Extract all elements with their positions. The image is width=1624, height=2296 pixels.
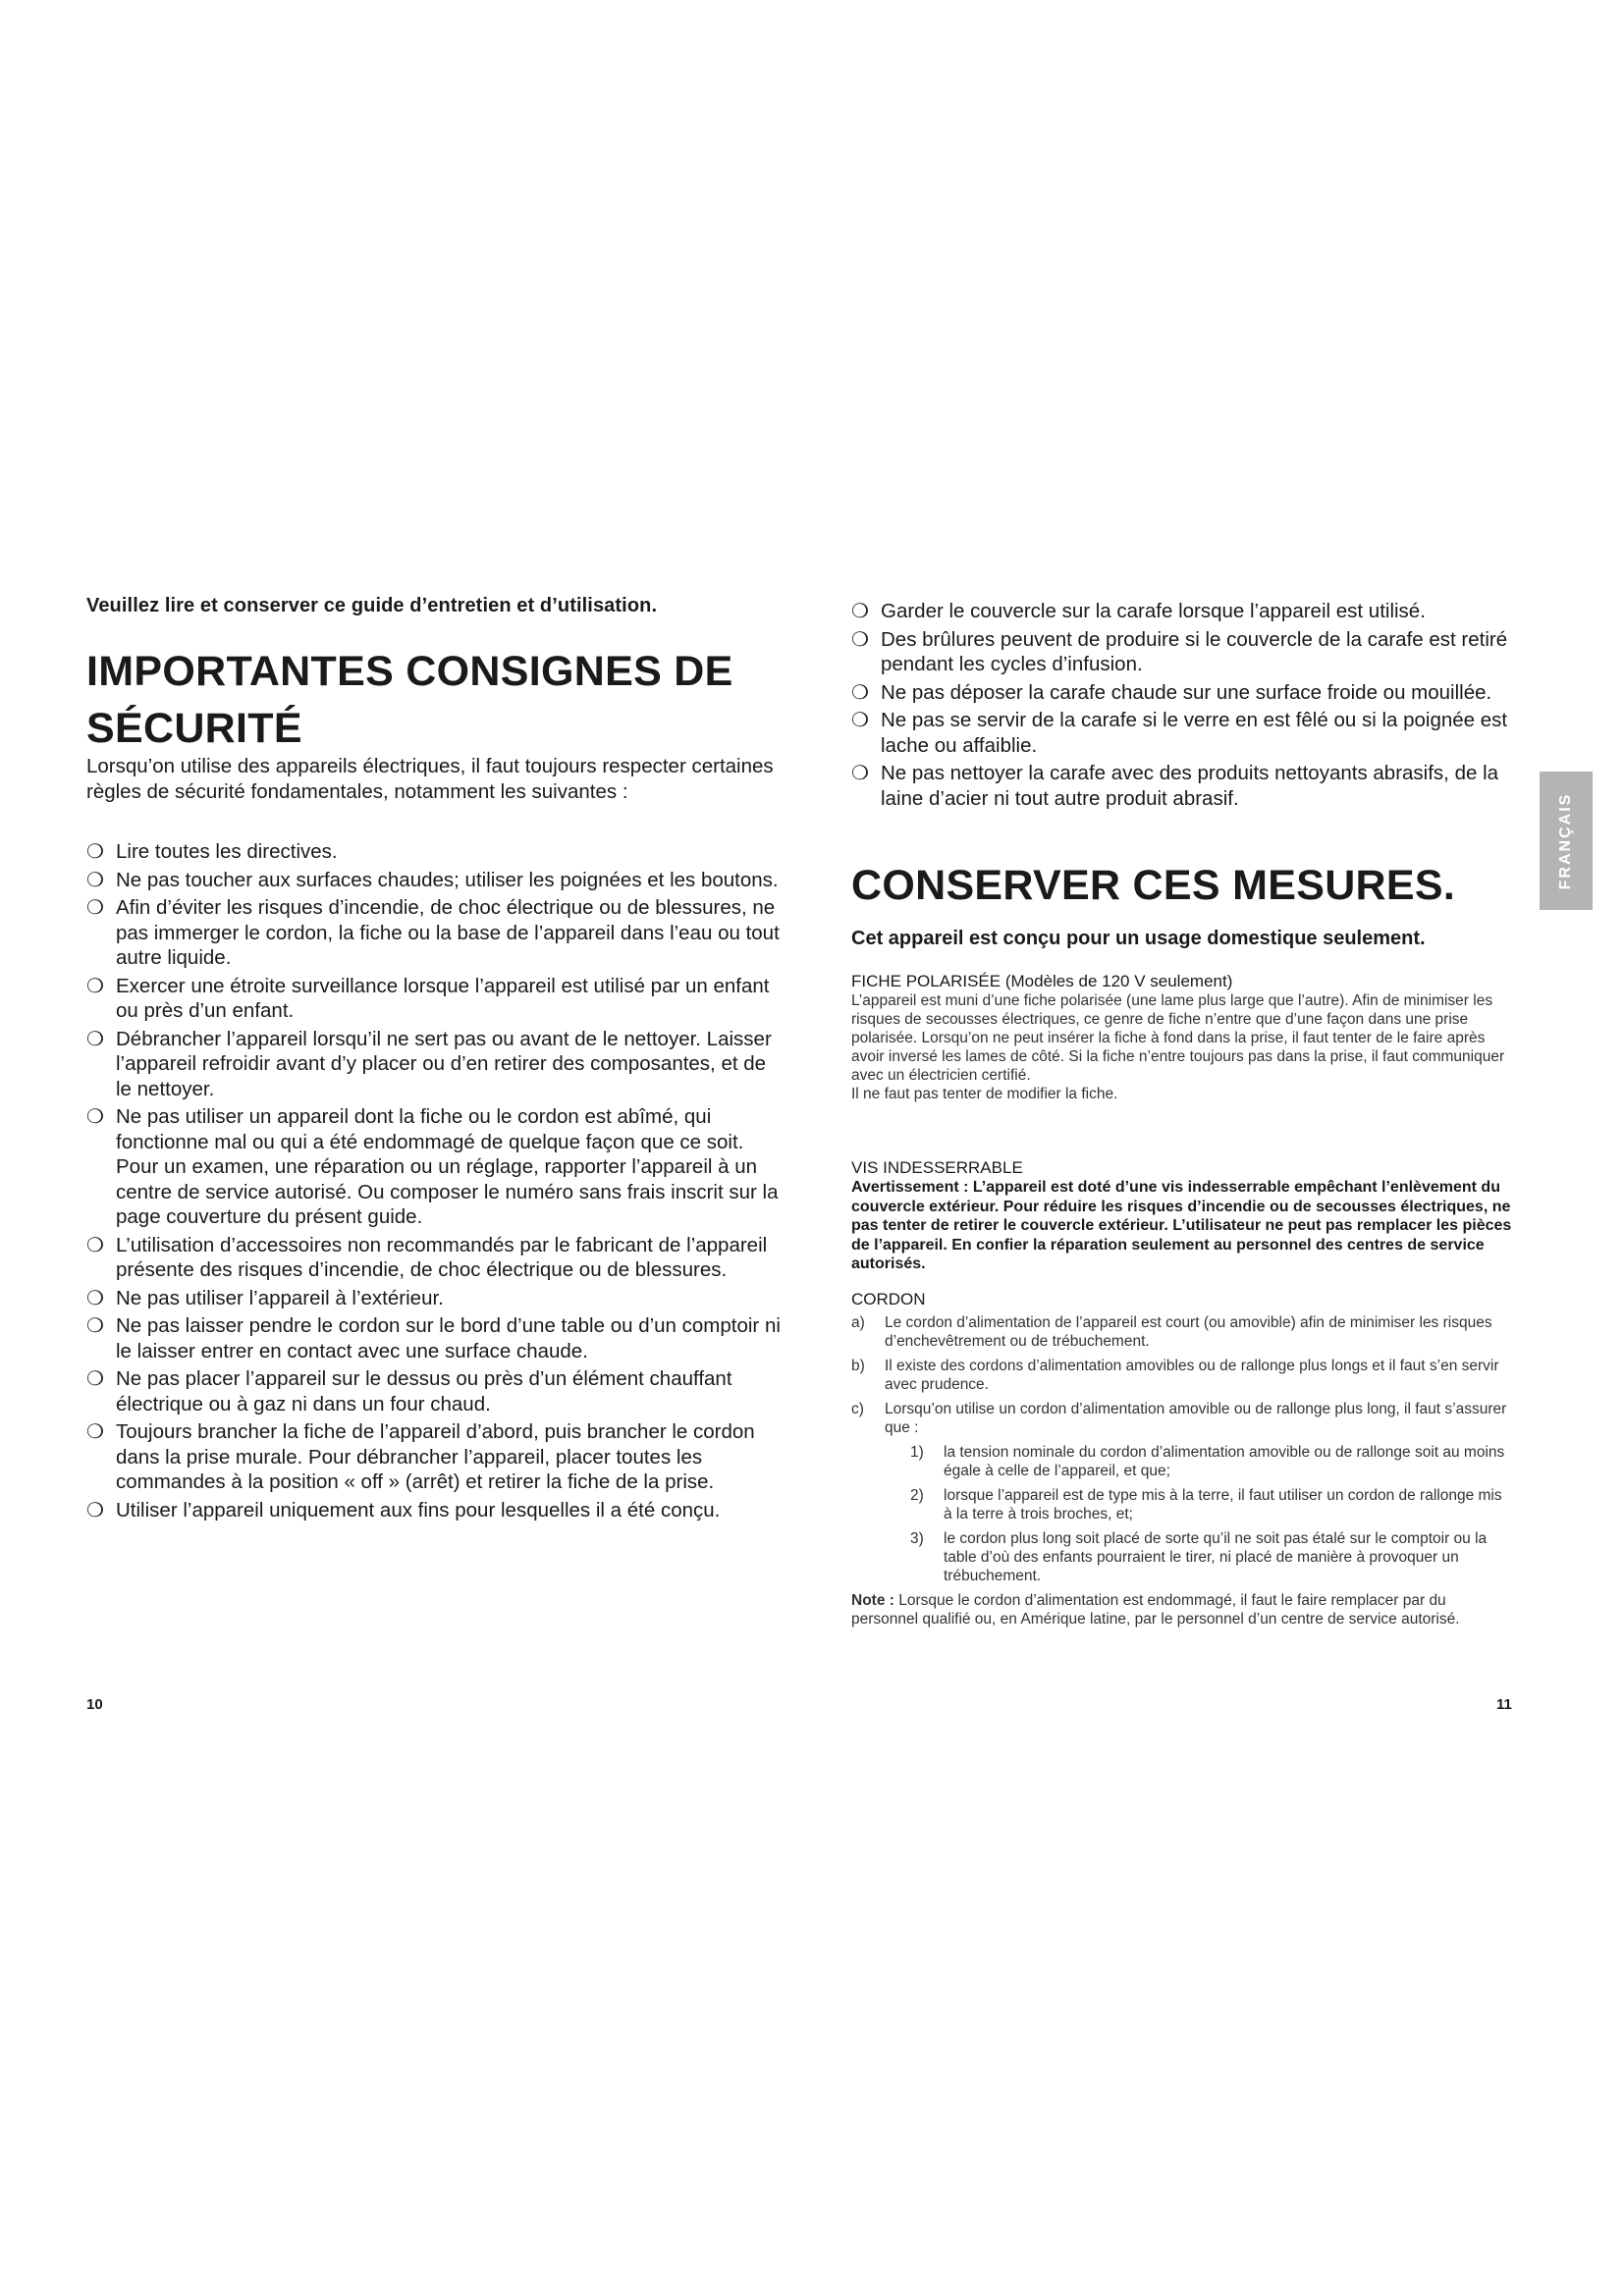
circle-bullet-icon: ❍	[851, 681, 869, 704]
list-item: ❍ Ne pas toucher aux surfaces chaudes; utiliser les poignées et les boutons.	[86, 868, 779, 891]
page-number-left: 10	[86, 1696, 103, 1713]
title-line-1: IMPORTANTES CONSIGNES DE	[86, 648, 733, 695]
household-use-note: Cet appareil est conçu pour un usage domestique seulement.	[851, 928, 1426, 949]
circle-bullet-icon: ❍	[86, 1421, 104, 1443]
list-item: ❍ L’utilisation d’accessoires non recommandés par le fabricant de l’appareil présente des risques d’incendie, de choc électrique ou de blessures.	[86, 1233, 768, 1281]
list-item: ❍ Débrancher l’appareil lorsqu’il ne sert pas ou avant de le nettoyer. Laisser l’appareil refroidir avant d’y placer ou d’en retirer des composantes, et de le nettoyer.	[86, 1027, 772, 1100]
circle-bullet-icon: ❍	[86, 975, 104, 997]
circle-bullet-icon: ❍	[86, 1315, 104, 1337]
note-label: Note :	[851, 1592, 894, 1609]
list-item: ❍ Ne pas utiliser l’appareil à l’extérieur.	[86, 1286, 444, 1309]
list-item: ❍ Lire toutes les directives.	[86, 840, 338, 863]
polarized-plug-section	[851, 972, 1514, 1103]
plug-paragraph: L’appareil est muni d’une fiche polarisée (une lame plus large que l’autre). Afin de minimiser les risques de secousses électriques, ce genre de fiche n’entre que d’une façon dans une prise polarisée. Lorsqu’on ne peut insérer la fiche à fond dans la prise, il faut tenter de le faire après avoir inversé les lames de côté. Si la fiche n’entre toujours pas dans la prise, il faut communiquer avec un électricien certifié.	[851, 992, 1505, 1084]
safety-list-right	[851, 599, 1514, 814]
list-item: ❍ Toujours brancher la fiche de l’appareil d’abord, puis brancher le cordon dans la prise murale. Pour débrancher l’appareil, placer toutes les commandes à la position « off » (arrêt) et retirer la fiche de la prise.	[86, 1420, 755, 1493]
plug-note: Il ne faut pas tenter de modifier la fiche.	[851, 1086, 1118, 1102]
list-item: ❍ Afin d’éviter les risques d’incendie, de choc électrique ou de blessures, ne pas immerger le cordon, la fiche ou la base de l’appareil dans l’eau ou tout autre liquide.	[86, 896, 780, 969]
circle-bullet-icon: ❍	[86, 1028, 104, 1050]
list-item: ❍ Ne pas nettoyer la carafe avec des produits nettoyants abrasifs, de la laine d’acier ni tout autre produit abrasif.	[851, 762, 1499, 810]
list-item: ❍ Ne pas placer l’appareil sur le dessus ou près d’un élément chauffant électrique ou à gaz ni dans un four chaud.	[86, 1367, 732, 1415]
circle-bullet-icon: ❍	[86, 1499, 104, 1522]
save-instructions-title: CONSERVER CES MESURES.	[851, 862, 1456, 909]
list-item: 2) lorsque l’appareil est de type mis à la terre, il faut utiliser un cordon de rallonge mis à la terre à trois broches, et;	[910, 1487, 1502, 1522]
intro-line: Veuillez lire et conserver ce guide d’entretien et d’utilisation.	[86, 595, 658, 616]
safety-list-left	[86, 839, 785, 1525]
list-item: ❍ Garder le couvercle sur la carafe lorsque l’appareil est utilisé.	[851, 600, 1426, 622]
cord-sublist	[851, 1443, 1514, 1585]
circle-bullet-icon: ❍	[86, 897, 104, 919]
page-title	[86, 643, 733, 757]
list-item: 3) le cordon plus long soit placé de sorte qu’il ne soit pas étalé sur le comptoir ou la table d’où des enfants pourraient le tirer, ni placé de manière à provoquer un trébuchement.	[910, 1530, 1488, 1584]
circle-bullet-icon: ❍	[851, 710, 869, 731]
circle-bullet-icon: ❍	[86, 1234, 104, 1256]
section-heading: FICHE POLARISÉE (Modèles de 120 V seulement)	[851, 972, 1233, 990]
cord-note: Note : Lorsque le cordon d’alimentation est endommagé, il faut le faire remplacer par du personnel qualifié ou, en Amérique latine, par le personnel d’un centre de service autorisé.	[851, 1592, 1460, 1628]
tamper-screw-section	[851, 1158, 1514, 1274]
circle-bullet-icon: ❍	[86, 1287, 104, 1309]
cord-section	[851, 1290, 1514, 1629]
circle-bullet-icon: ❍	[851, 628, 869, 651]
page-number-right: 11	[1496, 1696, 1512, 1713]
circle-bullet-icon: ❍	[86, 841, 104, 863]
list-item: ❍ Ne pas se servir de la carafe si le verre en est fêlé ou si la poignée est lache ou affaiblie.	[851, 709, 1508, 757]
language-tab	[1540, 772, 1593, 910]
circle-bullet-icon: ❍	[86, 1106, 104, 1128]
list-item: a) Le cordon d’alimentation de l’appareil est court (ou amovible) afin de minimiser les risques d’enchevêtrement ou de trébuchement.	[851, 1314, 1492, 1350]
list-item: ❍ Ne pas laisser pendre le cordon sur le bord d’une table ou d’un comptoir ni le laisser entrer en contact avec une surface chaude.	[86, 1314, 781, 1362]
list-item: ❍ Des brûlures peuvent de produire si le couvercle de la carafe est retiré pendant les cycles d’infusion.	[851, 627, 1508, 675]
list-item: ❍ Utiliser l’appareil uniquement aux fins pour lesquelles il a été conçu.	[86, 1498, 721, 1522]
list-item: c) Lorsqu’on utilise un cordon d’alimentation amovible ou de rallonge plus long, il faut s’assurer que :	[851, 1401, 1507, 1436]
title-line-2: SÉCURITÉ	[86, 705, 302, 752]
language-tab-label: FRANÇAIS	[1557, 792, 1574, 889]
section-heading: VIS INDESSERRABLE	[851, 1158, 1023, 1177]
lead-paragraph: Lorsqu’on utilise des appareils électriques, il faut toujours respecter certaines règles de sécurité fondamentales, notamment les suivantes :	[86, 755, 774, 803]
circle-bullet-icon: ❍	[851, 763, 869, 784]
circle-bullet-icon: ❍	[851, 601, 869, 622]
list-item: ❍ Ne pas utiliser un appareil dont la fiche ou le cordon est abîmé, qui fonctionne mal ou qui a été endommagé de quelque façon que ce soit. Pour un examen, une réparation ou un réglage, rapporter l’appareil à un centre de service autorisé. Ou composer le numéro sans frais inscrit sur la page couverture du présent guide.	[86, 1105, 779, 1228]
circle-bullet-icon: ❍	[86, 869, 104, 891]
list-item: b) Il existe des cordons d’alimentation amovibles ou de rallonge plus longs et il faut s’en servir avec prudence.	[851, 1358, 1499, 1393]
cord-list	[851, 1313, 1514, 1437]
circle-bullet-icon: ❍	[86, 1368, 104, 1390]
section-heading: CORDON	[851, 1290, 926, 1308]
list-item: ❍ Ne pas déposer la carafe chaude sur une surface froide ou mouillée.	[851, 680, 1492, 704]
list-item: 1) la tension nominale du cordon d’alimentation amovible ou de rallonge soit au moins égale à celle de l’appareil, et que;	[910, 1444, 1505, 1479]
screw-warning: Avertissement : L’appareil est doté d’une vis indesserrable empêchant l’enlèvement du couvercle extérieur. Pour réduire les risques d’incendie ou de secousses électriques, ne pas tenter de retirer le couvercle extérieur. L’utilisateur ne peut pas remplacer les pièces de l’appareil. En confier la réparation seulement au personnel des centres de service autorisés.	[851, 1179, 1512, 1272]
list-item: ❍ Exercer une étroite surveillance lorsque l’appareil est utilisé par un enfant ou près d’un enfant.	[86, 974, 770, 1022]
